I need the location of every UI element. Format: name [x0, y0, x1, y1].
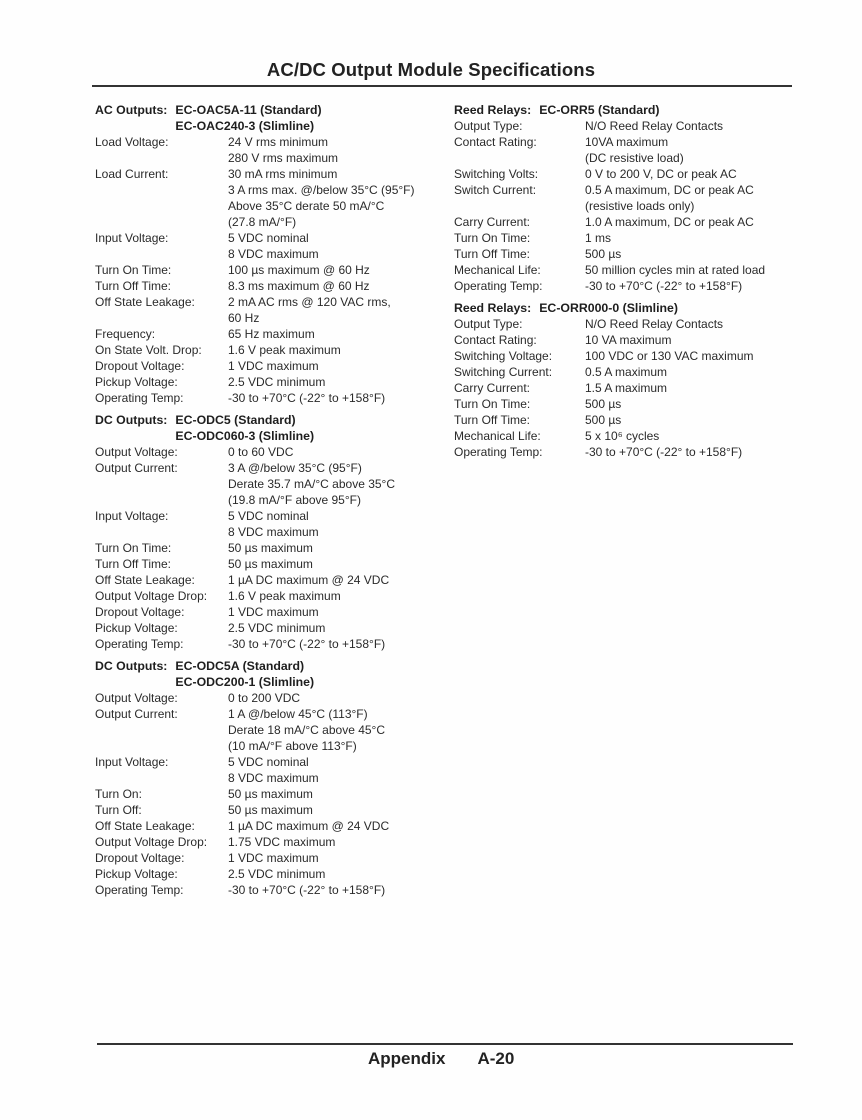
- model-number: EC-ODC5A (Standard): [175, 659, 305, 673]
- spec-row: [95, 850, 455, 866]
- spec-key: Turn Off Time:: [95, 557, 172, 571]
- spec-key: Load Current:: [95, 167, 169, 181]
- spec-value: [228, 588, 455, 604]
- spec-section: [95, 102, 455, 406]
- spec-row: [95, 604, 455, 620]
- spec-value-line: 50 µs maximum: [228, 803, 313, 817]
- spec-value-line: 24 V rms minimum: [228, 135, 329, 149]
- spec-row: [454, 182, 804, 214]
- spec-value-line: (19.8 mA/°F above 95°F): [228, 493, 361, 507]
- spec-key: Turn On Time:: [454, 397, 531, 411]
- model-list: [175, 102, 321, 134]
- section-label: DC Outputs:: [95, 413, 168, 427]
- spec-value-line: 1.5 A maximum: [585, 381, 668, 395]
- spec-key: Off State Leakage:: [95, 819, 195, 833]
- spec-row: [95, 294, 455, 326]
- spec-row: [454, 262, 804, 278]
- spec-key: Turn Off Time:: [454, 247, 531, 261]
- model-number: EC-ORR5 (Standard): [539, 103, 660, 117]
- spec-value: [585, 214, 804, 230]
- spec-value-line: 2 mA AC rms @ 120 VAC rms,: [228, 295, 391, 309]
- spec-row: [95, 866, 455, 882]
- spec-key: Mechanical Life:: [454, 429, 541, 443]
- spec-value: [228, 706, 455, 754]
- spec-value: [228, 374, 455, 390]
- spec-section: [95, 412, 455, 652]
- spec-value-line: -30 to +70°C (-22° to +158°F): [585, 279, 743, 293]
- spec-row: [95, 390, 455, 406]
- spec-value-line: Derate 18 mA/°C above 45°C: [228, 723, 386, 737]
- spec-value: [228, 818, 455, 834]
- model-list: [175, 412, 314, 444]
- spec-value: [228, 278, 455, 294]
- spec-value-line: 1.6 V peak maximum: [228, 589, 341, 603]
- spec-row: [454, 166, 804, 182]
- spec-row: [454, 134, 804, 166]
- spec-key: Dropout Voltage:: [95, 605, 185, 619]
- spec-value: [585, 166, 804, 182]
- section-label: DC Outputs:: [95, 659, 168, 673]
- spec-value: [585, 348, 804, 364]
- spec-value: [585, 118, 804, 134]
- spec-key: Turn Off Time:: [95, 279, 172, 293]
- spec-row: [95, 166, 455, 230]
- spec-section: [454, 300, 804, 460]
- spec-value: [228, 166, 455, 230]
- spec-value-line: 3 A rms max. @/below 35°C (95°F): [228, 183, 415, 197]
- spec-key: Turn On Time:: [454, 231, 531, 245]
- spec-value-line: 1 ms: [585, 231, 612, 245]
- spec-key: Operating Temp:: [454, 279, 543, 293]
- spec-row: [454, 278, 804, 294]
- spec-value: [585, 262, 804, 278]
- spec-value-line: -30 to +70°C (-22° to +158°F): [228, 883, 386, 897]
- spec-key: Input Voltage:: [95, 755, 169, 769]
- spec-value-line: 2.5 VDC minimum: [228, 867, 326, 881]
- spec-value: [585, 316, 804, 332]
- spec-value-line: (10 mA/°F above 113°F): [228, 739, 357, 753]
- spec-key: On State Volt. Drop:: [95, 343, 202, 357]
- spec-value: [228, 834, 455, 850]
- spec-value: [228, 754, 455, 786]
- spec-value-line: 8 VDC maximum: [228, 771, 319, 785]
- model-list: [539, 300, 678, 316]
- section-heading: [95, 412, 455, 444]
- spec-key: Output Current:: [95, 461, 178, 475]
- spec-value-line: Above 35°C derate 50 mA/°C: [228, 199, 385, 213]
- spec-row: [95, 754, 455, 786]
- spec-value-line: 3 A @/below 35°C (95°F): [228, 461, 362, 475]
- spec-row: [95, 572, 455, 588]
- spec-value-line: 65 Hz maximum: [228, 327, 315, 341]
- spec-value: [228, 358, 455, 374]
- spec-row: [454, 412, 804, 428]
- spec-value-line: 50 µs maximum: [228, 557, 313, 571]
- spec-value-line: -30 to +70°C (-22° to +158°F): [228, 391, 386, 405]
- spec-value-line: 2.5 VDC minimum: [228, 375, 326, 389]
- spec-row: [95, 342, 455, 358]
- spec-row: [95, 786, 455, 802]
- spec-row: [454, 396, 804, 412]
- spec-value: [228, 572, 455, 588]
- spec-value-line: 5 x 10⁶ cycles: [585, 429, 660, 443]
- spec-value-line: 5 VDC nominal: [228, 755, 309, 769]
- spec-row: [95, 706, 455, 754]
- spec-row: [95, 262, 455, 278]
- spec-value: [585, 428, 804, 444]
- spec-value-line: 500 µs: [585, 397, 622, 411]
- spec-row: [95, 230, 455, 262]
- spec-row: [95, 556, 455, 572]
- spec-key: Switching Volts:: [454, 167, 539, 181]
- spec-key: Operating Temp:: [454, 445, 543, 459]
- spec-value-line: 2.5 VDC minimum: [228, 621, 326, 635]
- spec-value-line: 5 VDC nominal: [228, 509, 309, 523]
- spec-value-line: 500 µs: [585, 247, 622, 261]
- spec-key: Pickup Voltage:: [95, 375, 178, 389]
- spec-value: [228, 540, 455, 556]
- spec-key: Output Current:: [95, 707, 178, 721]
- spec-value-line: 0.5 A maximum: [585, 365, 668, 379]
- spec-key: Mechanical Life:: [454, 263, 541, 277]
- spec-value-line: 8 VDC maximum: [228, 247, 319, 261]
- spec-value-line: 50 µs maximum: [228, 541, 313, 555]
- spec-value-line: 30 mA rms minimum: [228, 167, 338, 181]
- spec-key: Turn Off Time:: [454, 413, 531, 427]
- spec-value-line: 1.0 A maximum, DC or peak AC: [585, 215, 754, 229]
- spec-key: Off State Leakage:: [95, 295, 195, 309]
- spec-key: Operating Temp:: [95, 883, 184, 897]
- spec-row: [95, 508, 455, 540]
- spec-value: [585, 332, 804, 348]
- spec-value: [585, 230, 804, 246]
- spec-value: [228, 850, 455, 866]
- spec-value: [228, 390, 455, 406]
- spec-row: [95, 818, 455, 834]
- spec-value: [585, 246, 804, 262]
- spec-value-line: 8.3 ms maximum @ 60 Hz: [228, 279, 370, 293]
- spec-value-line: 500 µs: [585, 413, 622, 427]
- spec-key: Contact Rating:: [454, 135, 537, 149]
- spec-value: [585, 412, 804, 428]
- spec-row: [95, 134, 455, 166]
- spec-value: [228, 786, 455, 802]
- spec-row: [454, 364, 804, 380]
- spec-key: Carry Current:: [454, 215, 531, 229]
- spec-value-line: 5 VDC nominal: [228, 231, 309, 245]
- spec-value-line: 8 VDC maximum: [228, 525, 319, 539]
- spec-value-line: 1 A @/below 45°C (113°F): [228, 707, 368, 721]
- spec-key: Dropout Voltage:: [95, 359, 185, 373]
- spec-row: [95, 358, 455, 374]
- model-number: EC-ODC5 (Standard): [175, 413, 296, 427]
- spec-row: [95, 802, 455, 818]
- spec-value-line: 0 to 200 VDC: [228, 691, 301, 705]
- spec-row: [95, 620, 455, 636]
- spec-key: Pickup Voltage:: [95, 621, 178, 635]
- spec-row: [95, 834, 455, 850]
- spec-key: Off State Leakage:: [95, 573, 195, 587]
- model-list: [175, 658, 314, 690]
- spec-row: [454, 230, 804, 246]
- spec-value: [228, 556, 455, 572]
- spec-section: [454, 102, 804, 294]
- spec-value-line: 0 to 60 VDC: [228, 445, 294, 459]
- spec-key: Output Type:: [454, 119, 523, 133]
- spec-value-line: -30 to +70°C (-22° to +158°F): [228, 637, 386, 651]
- spec-value: [228, 460, 455, 508]
- spec-value: [228, 444, 455, 460]
- section-label: Reed Relays:: [454, 103, 532, 117]
- spec-value-line: (DC resistive load): [585, 151, 684, 165]
- spec-value-line: 10 VA maximum: [585, 333, 672, 347]
- spec-value: [228, 866, 455, 882]
- spec-key: Operating Temp:: [95, 637, 184, 651]
- spec-key: Pickup Voltage:: [95, 867, 178, 881]
- section-heading: [95, 658, 455, 690]
- model-number: EC-ODC060-3 (Slimline): [175, 429, 315, 443]
- right-column: [454, 102, 804, 466]
- spec-row: [454, 444, 804, 460]
- page-title: AC/DC Output Module Specifications: [266, 59, 596, 80]
- spec-key: Dropout Voltage:: [95, 851, 185, 865]
- spec-row: [95, 690, 455, 706]
- spec-value-line: 1 VDC maximum: [228, 605, 319, 619]
- section-heading: [454, 300, 804, 316]
- spec-key: Output Voltage:: [95, 445, 178, 459]
- spec-row: [95, 588, 455, 604]
- header-rule: [92, 85, 792, 87]
- spec-value-line: 100 VDC or 130 VAC maximum: [585, 349, 754, 363]
- model-number: EC-ORR000-0 (Slimline): [539, 301, 678, 315]
- spec-key: Input Voltage:: [95, 509, 169, 523]
- spec-value: [228, 134, 455, 166]
- spec-row: [95, 278, 455, 294]
- left-column: [95, 102, 455, 904]
- spec-row: [95, 444, 455, 460]
- spec-key: Turn On Time:: [95, 263, 172, 277]
- spec-value: [228, 508, 455, 540]
- spec-row: [95, 636, 455, 652]
- section-label: AC Outputs:: [95, 103, 168, 117]
- spec-row: [95, 882, 455, 898]
- spec-section: [95, 658, 455, 898]
- spec-key: Output Voltage Drop:: [95, 835, 208, 849]
- spec-value: [585, 182, 804, 214]
- spec-key: Turn On Time:: [95, 541, 172, 555]
- model-number: EC-ODC200-1 (Slimline): [175, 675, 315, 689]
- spec-value-line: 1 µA DC maximum @ 24 VDC: [228, 819, 390, 833]
- spec-value-line: 1.75 VDC maximum: [228, 835, 336, 849]
- spec-value: [228, 636, 455, 652]
- spec-key: Load Voltage:: [95, 135, 169, 149]
- spec-key: Input Voltage:: [95, 231, 169, 245]
- footer-rule: [97, 1043, 793, 1045]
- spec-row: [95, 326, 455, 342]
- spec-key: Output Type:: [454, 317, 523, 331]
- spec-key: Switch Current:: [454, 183, 537, 197]
- spec-row: [454, 246, 804, 262]
- spec-value: [585, 278, 804, 294]
- spec-value-line: 100 µs maximum @ 60 Hz: [228, 263, 370, 277]
- spec-value: [228, 690, 455, 706]
- spec-value: [585, 134, 804, 166]
- section-label: Reed Relays:: [454, 301, 532, 315]
- spec-value-line: (27.8 mA/°F): [228, 215, 297, 229]
- spec-row: [454, 332, 804, 348]
- spec-key: Switching Current:: [454, 365, 553, 379]
- spec-value-line: 50 million cycles min at rated load: [585, 263, 766, 277]
- spec-value-line: 0 V to 200 V, DC or peak AC: [585, 167, 737, 181]
- spec-key: Switching Voltage:: [454, 349, 553, 363]
- spec-value-line: 1 VDC maximum: [228, 359, 319, 373]
- spec-value-line: 1.6 V peak maximum: [228, 343, 341, 357]
- page-number: A-20: [477, 1049, 515, 1068]
- spec-value: [228, 802, 455, 818]
- spec-value: [585, 364, 804, 380]
- spec-value: [228, 342, 455, 358]
- spec-value-line: 280 V rms maximum: [228, 151, 339, 165]
- spec-key: Output Voltage Drop:: [95, 589, 208, 603]
- spec-key: Operating Temp:: [95, 391, 184, 405]
- spec-value-line: 10VA maximum: [585, 135, 669, 149]
- spec-key: Turn Off:: [95, 803, 142, 817]
- spec-row: [454, 118, 804, 134]
- spec-key: Output Voltage:: [95, 691, 178, 705]
- spec-value: [228, 326, 455, 342]
- spec-value: [228, 230, 455, 262]
- spec-value-line: Derate 35.7 mA/°C above 35°C: [228, 477, 396, 491]
- spec-row: [95, 374, 455, 390]
- spec-key: Carry Current:: [454, 381, 531, 395]
- spec-value-line: N/O Reed Relay Contacts: [585, 119, 724, 133]
- spec-value-line: 1 µA DC maximum @ 24 VDC: [228, 573, 390, 587]
- spec-row: [454, 214, 804, 230]
- spec-value-line: 0.5 A maximum, DC or peak AC: [585, 183, 754, 197]
- model-list: [539, 102, 659, 118]
- spec-value-line: 50 µs maximum: [228, 787, 313, 801]
- model-number: EC-OAC240-3 (Slimline): [175, 119, 315, 133]
- model-number: EC-OAC5A-11 (Standard): [175, 103, 322, 117]
- spec-row: [454, 380, 804, 396]
- section-heading: [454, 102, 804, 118]
- spec-value: [585, 396, 804, 412]
- spec-row: [95, 540, 455, 556]
- footer-label: Appendix: [368, 1049, 446, 1068]
- spec-value-line: N/O Reed Relay Contacts: [585, 317, 724, 331]
- spec-row: [454, 316, 804, 332]
- spec-value: [228, 620, 455, 636]
- spec-key: Frequency:: [95, 327, 156, 341]
- spec-key: Contact Rating:: [454, 333, 537, 347]
- section-heading: [95, 102, 455, 134]
- spec-value: [228, 882, 455, 898]
- spec-key: Turn On:: [95, 787, 142, 801]
- spec-value-line: (resistive loads only): [585, 199, 695, 213]
- spec-value-line: 1 VDC maximum: [228, 851, 319, 865]
- spec-value: [585, 444, 804, 460]
- page-footer: [368, 1049, 514, 1069]
- spec-row: [454, 428, 804, 444]
- spec-value: [585, 380, 804, 396]
- spec-row: [95, 460, 455, 508]
- spec-value-line: -30 to +70°C (-22° to +158°F): [585, 445, 743, 459]
- spec-row: [454, 348, 804, 364]
- spec-value: [228, 294, 455, 326]
- spec-value: [228, 262, 455, 278]
- spec-value: [228, 604, 455, 620]
- spec-value-line: 60 Hz: [228, 311, 260, 325]
